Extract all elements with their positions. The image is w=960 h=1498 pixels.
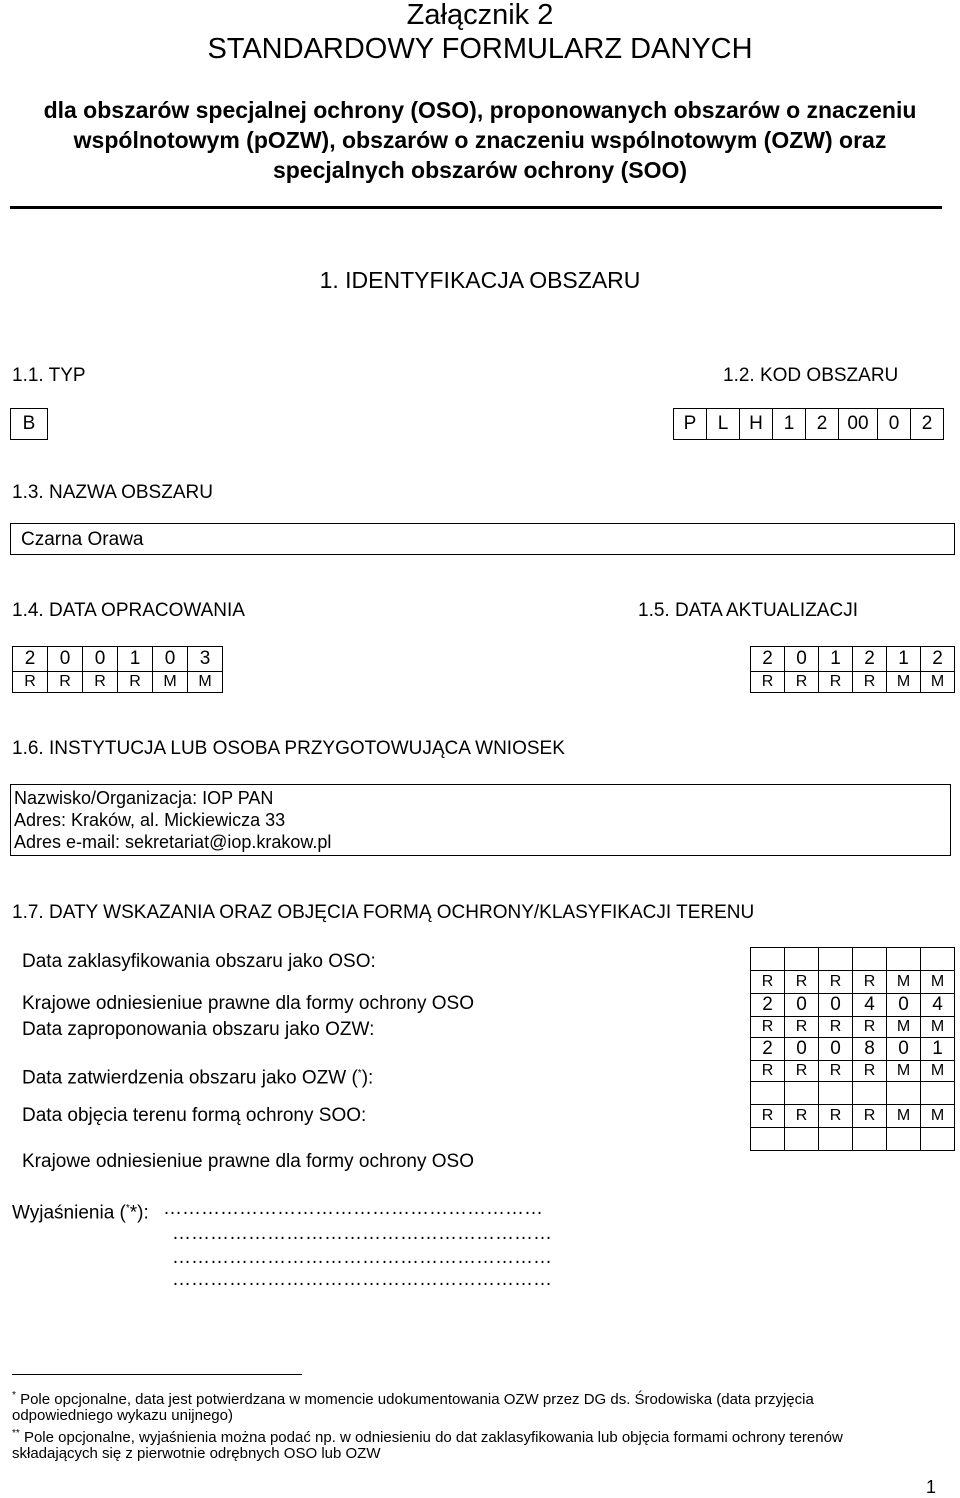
kod-field[interactable]: [673, 408, 944, 440]
daty-cell: R: [751, 1017, 785, 1038]
date-digit: 2: [751, 647, 785, 672]
footnote-1-mark: *: [12, 1390, 16, 1401]
daty-cell: R: [751, 971, 785, 994]
subtitle-line-1: dla obszarów specjalnej ochrony (OSO), proponowanych obszarów o znaczeniu: [43, 97, 917, 123]
daty-label: 1.7. DATY WSKAZANIA ORAZ OBJĘCIA FORMĄ OCHRONY/KLASYFIKACJI TERENU: [12, 902, 755, 923]
kod-cell: 2: [806, 409, 839, 440]
daty-cell: [819, 1082, 853, 1105]
data-aktualizacji-label: 1.5. DATA AKTUALIZACJI: [638, 600, 858, 621]
wyjasnienia-line-4[interactable]: ……………………………………………………: [172, 1269, 552, 1290]
daty-soo-label: Data objęcia terenu formą ochrony SOO:: [22, 1105, 367, 1126]
daty-cell: M: [921, 1105, 955, 1128]
daty-cell: M: [921, 1061, 955, 1082]
typ-field[interactable]: [10, 408, 48, 440]
date-format: R: [853, 672, 887, 693]
typ-label: 1.1. TYP: [12, 365, 86, 386]
footnote-ref-1: *: [357, 1068, 362, 1079]
date-format: R: [785, 672, 819, 693]
section-heading: 1. IDENTYFIKACJA OBSZARU: [319, 267, 641, 293]
instytucja-label: 1.6. INSTYTUCJA LUB OSOBA PRZYGOTOWUJĄCA WNIOSEK: [12, 738, 565, 759]
footnote-1-line-1: Pole opcjonalne, data jest potwierdzana w momencie udokumentowania OZW przez DG ds. Środowiska (data przyjęcia: [15, 1391, 814, 1408]
daty-cell: 4: [921, 994, 955, 1017]
kod-cell: P: [674, 409, 707, 440]
date-digit: 0: [83, 647, 118, 672]
daty-cell: R: [853, 1105, 887, 1128]
data-opracowania-label: 1.4. DATA OPRACOWANIA: [12, 600, 245, 621]
wyjasnienia-text: Wyjaśnienia (: [12, 1202, 126, 1224]
wyjasnienia-line-1[interactable]: ……………………………………………………: [163, 1198, 543, 1219]
daty-grid[interactable]: [750, 947, 955, 1151]
daty-cell: [887, 948, 921, 971]
footnote-2-mark: **: [12, 1428, 20, 1439]
daty-cell: R: [785, 1105, 819, 1128]
daty-ozw-text: Data zatwierdzenia obszaru jako OZW (: [22, 1067, 358, 1089]
form-title: STANDARDOWY FORMULARZ DANYCH: [207, 33, 753, 65]
date-format: M: [153, 672, 188, 693]
daty-cell: R: [819, 1061, 853, 1082]
daty-cell: [887, 1082, 921, 1105]
data-aktualizacji-field[interactable]: [750, 646, 955, 693]
daty-ozw-label: [22, 1062, 373, 1090]
daty-cell: [819, 1128, 853, 1151]
footnote-divider: [12, 1374, 302, 1375]
daty-cell: [819, 948, 853, 971]
daty-cell: R: [751, 1105, 785, 1128]
date-format: M: [921, 672, 955, 693]
nazwa-label: 1.3. NAZWA OBSZARU: [12, 482, 213, 503]
daty-cell: R: [853, 1061, 887, 1082]
instytucja-name: Nazwisko/Organizacja: IOP PAN: [14, 788, 274, 808]
daty-cell: R: [785, 1061, 819, 1082]
date-format: R: [48, 672, 83, 693]
wyjasnienia-line-2[interactable]: ……………………………………………………: [172, 1223, 552, 1244]
date-digit: 0: [785, 647, 819, 672]
date-digit: 1: [118, 647, 153, 672]
daty-cell: [853, 948, 887, 971]
kod-cell: 1: [773, 409, 806, 440]
daty-oso-legal-label: Krajowe odniesieniue prawne dla formy ochrony OSO: [22, 993, 475, 1014]
kod-label: 1.2. KOD OBSZARU: [723, 365, 899, 386]
wyjasnienia-label: [12, 1197, 149, 1225]
daty-cell: R: [819, 1017, 853, 1038]
date-format: M: [887, 672, 921, 693]
subtitle-line-3: specjalnych obszarów ochrony (SOO): [272, 157, 688, 183]
daty-cell: 4: [853, 994, 887, 1017]
daty-cell: R: [819, 1105, 853, 1128]
typ-value: B: [11, 409, 48, 440]
daty-cell: [785, 1082, 819, 1105]
daty-ozw-suffix: ):: [361, 1067, 374, 1089]
date-format: R: [118, 672, 153, 693]
daty-cell: 0: [785, 994, 819, 1017]
daty-cell: [887, 1128, 921, 1151]
nazwa-value: Czarna Orawa: [21, 529, 144, 550]
daty-cell: 1: [921, 1038, 955, 1061]
annex-title: Załącznik 2: [406, 0, 554, 31]
date-format: R: [83, 672, 118, 693]
daty-cell: R: [785, 1017, 819, 1038]
daty-cell: 2: [751, 1038, 785, 1061]
kod-cell: 0: [878, 409, 911, 440]
daty-cell: [921, 1082, 955, 1105]
daty-cell: R: [853, 1017, 887, 1038]
footnote-2-line-2: składających się z pierwotnie odrębnych OSO lub OZW: [12, 1445, 381, 1462]
date-digit: 0: [48, 647, 83, 672]
daty-cell: R: [853, 971, 887, 994]
date-digit: 2: [13, 647, 48, 672]
footnote-1-line-2: odpowiedniego wykazu unijnego): [12, 1407, 233, 1424]
daty-cell: [751, 1128, 785, 1151]
kod-cell: L: [707, 409, 740, 440]
daty-cell: 0: [819, 994, 853, 1017]
daty-cell: 0: [819, 1038, 853, 1061]
daty-cell: M: [887, 1017, 921, 1038]
footnote-ref-2: *: [125, 1203, 130, 1214]
nazwa-field[interactable]: [10, 523, 955, 555]
header-divider: [10, 206, 942, 209]
daty-cell: [853, 1128, 887, 1151]
daty-cell: R: [819, 971, 853, 994]
daty-cell: [853, 1082, 887, 1105]
date-digit: 0: [153, 647, 188, 672]
daty-pozw-label: Data zaproponowania obszaru jako OZW:: [22, 1019, 375, 1040]
footnote-2-line-1: Pole opcjonalne, wyjaśnienia można podać np. w odniesieniu do dat zaklasyfikowania lub objęcia formami ochrony terenów: [19, 1429, 843, 1446]
daty-cell: [921, 1128, 955, 1151]
daty-cell: M: [921, 1017, 955, 1038]
daty-cell: R: [751, 1061, 785, 1082]
instytucja-address: Adres: Kraków, al. Mickiewicza 33: [14, 810, 286, 830]
daty-cell: R: [785, 971, 819, 994]
daty-cell: [921, 948, 955, 971]
date-format: R: [819, 672, 853, 693]
daty-cell: [751, 948, 785, 971]
date-digit: 3: [188, 647, 223, 672]
date-digit: 2: [921, 647, 955, 672]
instytucja-field[interactable]: [10, 784, 951, 856]
form-subtitle: [30, 95, 930, 185]
page-number: 1: [926, 1477, 937, 1497]
daty-oso-label: Data zaklasyfikowania obszaru jako OSO:: [22, 951, 376, 972]
daty-cell: 0: [887, 1038, 921, 1061]
date-format: M: [188, 672, 223, 693]
wyjasnienia-line-3[interactable]: ……………………………………………………: [172, 1247, 552, 1268]
daty-cell: [785, 1128, 819, 1151]
date-format: R: [751, 672, 785, 693]
date-digit: 1: [887, 647, 921, 672]
daty-cell: M: [887, 1105, 921, 1128]
date-digit: 2: [853, 647, 887, 672]
kod-cell: 00: [839, 409, 878, 440]
daty-cell: M: [887, 971, 921, 994]
subtitle-line-2: wspólnotowym (pOZW), obszarów o znaczeniu wspólnotowym (OZW) oraz: [73, 127, 887, 153]
daty-cell: [785, 948, 819, 971]
instytucja-email: Adres e-mail: sekretariat@iop.krakow.pl: [14, 832, 332, 852]
kod-cell: H: [740, 409, 773, 440]
daty-cell: 8: [853, 1038, 887, 1061]
daty-cell: M: [887, 1061, 921, 1082]
daty-cell: 2: [751, 994, 785, 1017]
wyjasnienia-suffix: *):: [129, 1202, 149, 1224]
kod-cell: 2: [911, 409, 944, 440]
data-opracowania-field[interactable]: [12, 646, 223, 693]
daty-cell: [751, 1082, 785, 1105]
daty-cell: M: [921, 971, 955, 994]
date-format: R: [13, 672, 48, 693]
daty-cell: 0: [887, 994, 921, 1017]
daty-cell: 0: [785, 1038, 819, 1061]
daty-soo-legal-label: Krajowe odniesieniue prawne dla formy ochrony OSO: [22, 1151, 475, 1172]
date-digit: 1: [819, 647, 853, 672]
